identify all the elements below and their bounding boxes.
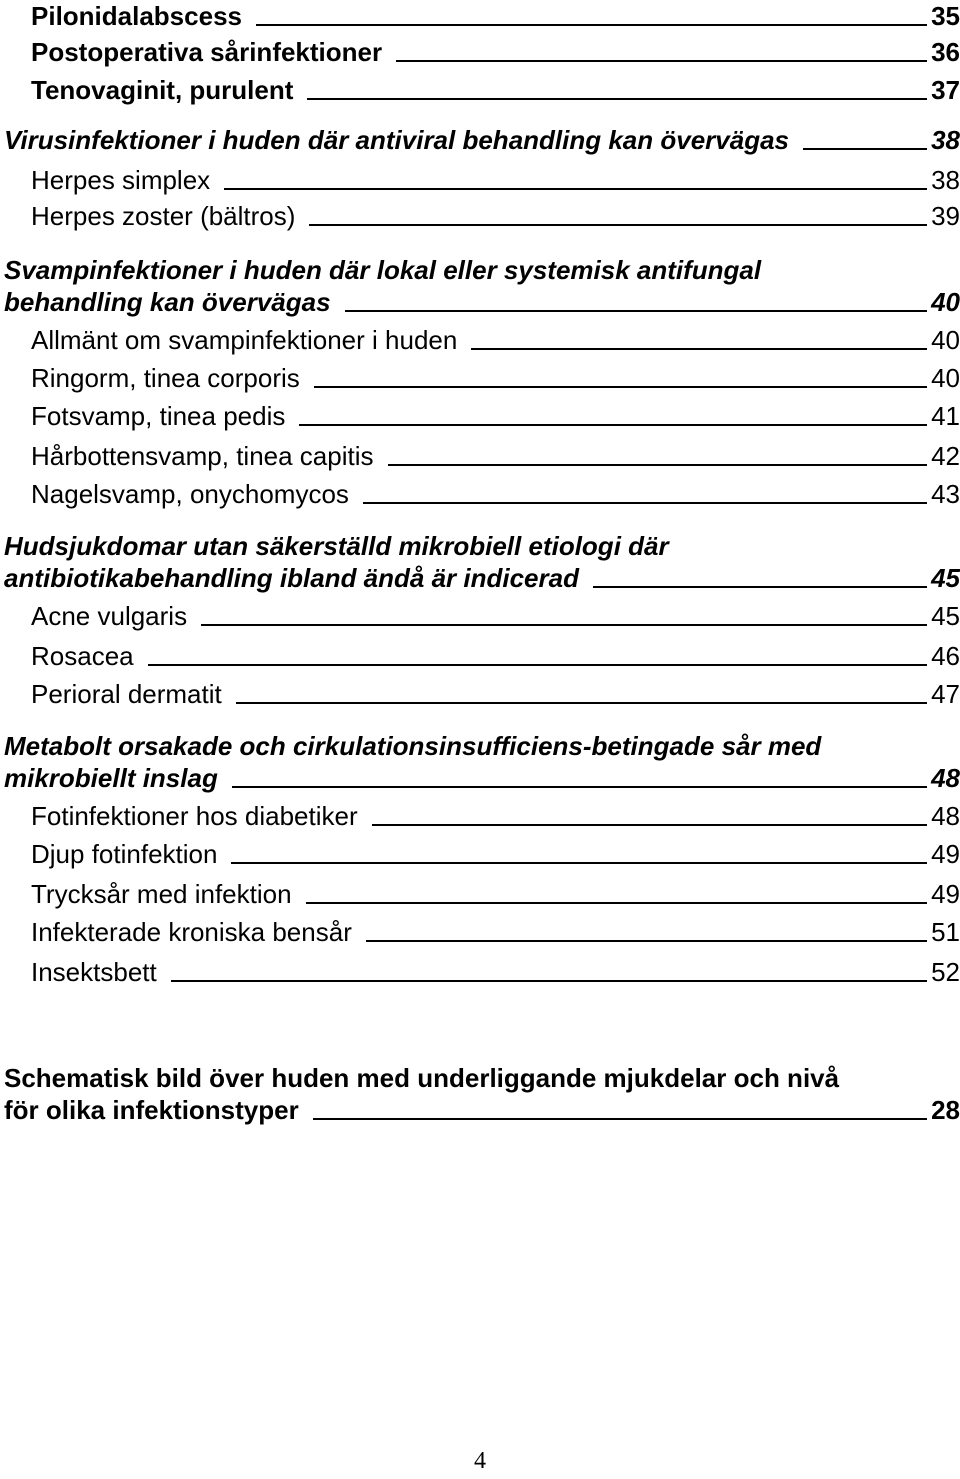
toc-entry-title: Hårbottensvamp, tinea capitis: [31, 441, 374, 471]
toc-page-number: 51: [931, 917, 960, 947]
toc-page-number: 36: [931, 37, 960, 67]
toc-entry: [0, 362, 960, 394]
toc-entry: [0, 400, 960, 432]
toc-page-number: 38: [931, 165, 960, 195]
toc-page-number: 40: [931, 287, 960, 317]
toc-entry-title: Acne vulgaris: [31, 601, 188, 631]
toc-leader-line: [345, 310, 928, 312]
toc-page-number: 41: [931, 401, 960, 431]
toc-page-number: 49: [931, 879, 960, 909]
toc-entry-title: behandling kan övervägas: [4, 287, 331, 317]
toc-entry-title-line1: Metabolt orsakade och cirkulationsinsufficiens-betingade sår med: [4, 731, 822, 761]
toc-entry: [0, 124, 960, 156]
toc-leader-line: [593, 586, 927, 588]
toc-entry-title: Djup fotinfektion: [31, 839, 218, 869]
toc-entry-title-line1: Svampinfektioner i huden där lokal eller systemisk antifungal: [4, 255, 762, 285]
toc-page-number: 45: [931, 563, 960, 593]
toc-page-number: 43: [931, 479, 960, 509]
toc-leader-line: [307, 98, 927, 100]
toc-entry-title: Infekterade kroniska bensår: [31, 917, 352, 947]
toc-entry-title: Tenovaginit, purulent: [31, 75, 294, 105]
toc-leader-line: [803, 148, 927, 150]
toc-leader-line: [201, 624, 927, 626]
toc-entry: [0, 600, 960, 632]
toc-page-number: 28: [931, 1095, 960, 1125]
toc-leader-line: [236, 702, 927, 704]
toc-entry: [0, 678, 960, 710]
toc-entry-title: Herpes zoster (bältros): [31, 201, 296, 231]
toc-page-number: 48: [931, 763, 960, 793]
toc-entry-title: Herpes simplex: [31, 165, 211, 195]
toc-entry: [0, 730, 960, 794]
toc-entry: [0, 36, 960, 68]
toc-entry-title: antibiotikabehandling ibland ändå är indicerad: [4, 563, 579, 593]
toc-entry-title: Pilonidalabscess: [31, 1, 242, 31]
page-number: 4: [474, 1448, 486, 1474]
toc-page-number: 48: [931, 801, 960, 831]
toc-entry: [0, 530, 960, 594]
toc-leader-line: [232, 786, 927, 788]
toc-page-number: 42: [931, 441, 960, 471]
toc-entry-title: mikrobiellt inslag: [4, 763, 218, 793]
toc-page-number: 37: [931, 75, 960, 105]
toc-entry-title-line1: Hudsjukdomar utan säkerställd mikrobiell etiologi där: [4, 531, 669, 561]
toc-entry-title: Postoperativa sårinfektioner: [31, 37, 383, 67]
toc-entry: [0, 254, 960, 318]
toc-entry: [0, 74, 960, 106]
toc-entry-title: Allmänt om svampinfektioner i huden: [31, 325, 458, 355]
toc-page-number: 38: [931, 125, 960, 155]
toc-leader-line: [309, 224, 927, 226]
toc-entry-title: Fotsvamp, tinea pedis: [31, 401, 286, 431]
toc-leader-line: [372, 824, 927, 826]
toc-entry-title: Trycksår med infektion: [31, 879, 292, 909]
toc-entry-title: Fotinfektioner hos diabetiker: [31, 801, 358, 831]
toc-leader-line: [231, 862, 927, 864]
toc-leader-line: [366, 940, 927, 942]
toc-page-number: 45: [931, 601, 960, 631]
toc-page-number: 35: [931, 1, 960, 31]
toc-entry-title: Rosacea: [31, 641, 134, 671]
toc-entry-title: Insektsbett: [31, 957, 157, 987]
toc-entry: [0, 916, 960, 948]
toc-entry: [0, 0, 960, 32]
toc-entry: [0, 164, 960, 196]
toc-leader-line: [224, 188, 927, 190]
toc-page-number: 52: [931, 957, 960, 987]
toc-leader-line: [363, 502, 927, 504]
toc-entry-title-line1: Schematisk bild över huden med underliggande mjukdelar och nivå: [4, 1063, 840, 1093]
toc-page-number: 49: [931, 839, 960, 869]
toc-entry: [0, 1062, 960, 1126]
toc-entry-title: Virusinfektioner i huden där antiviral behandling kan övervägas: [4, 125, 790, 155]
toc-leader-line: [388, 464, 928, 466]
toc-leader-line: [314, 386, 927, 388]
toc-leader-line: [471, 348, 927, 350]
toc-entry-title: för olika infektionstyper: [4, 1095, 299, 1125]
toc-leader-line: [313, 1118, 927, 1120]
toc-leader-line: [148, 664, 927, 666]
toc-entry: [0, 200, 960, 232]
toc-entry: [0, 800, 960, 832]
toc-entry: [0, 956, 960, 988]
toc-page-number: 47: [931, 679, 960, 709]
toc-leader-line: [299, 424, 927, 426]
toc-leader-line: [256, 24, 927, 26]
toc-leader-line: [171, 980, 927, 982]
toc-entry-title: Nagelsvamp, onychomycos: [31, 479, 349, 509]
toc-entry: [0, 878, 960, 910]
toc-entry: [0, 440, 960, 472]
toc-page-number: 46: [931, 641, 960, 671]
toc-page-number: 39: [931, 201, 960, 231]
toc-entry-title: Ringorm, tinea corporis: [31, 363, 300, 393]
toc-entry: [0, 324, 960, 356]
toc-entry: [0, 838, 960, 870]
toc-page-number: 40: [931, 363, 960, 393]
toc-entry: [0, 478, 960, 510]
toc-leader-line: [306, 902, 928, 904]
toc-leader-line: [396, 60, 927, 62]
toc-entry: [0, 640, 960, 672]
toc-entry-title: Perioral dermatit: [31, 679, 222, 709]
toc-page-number: 40: [931, 325, 960, 355]
